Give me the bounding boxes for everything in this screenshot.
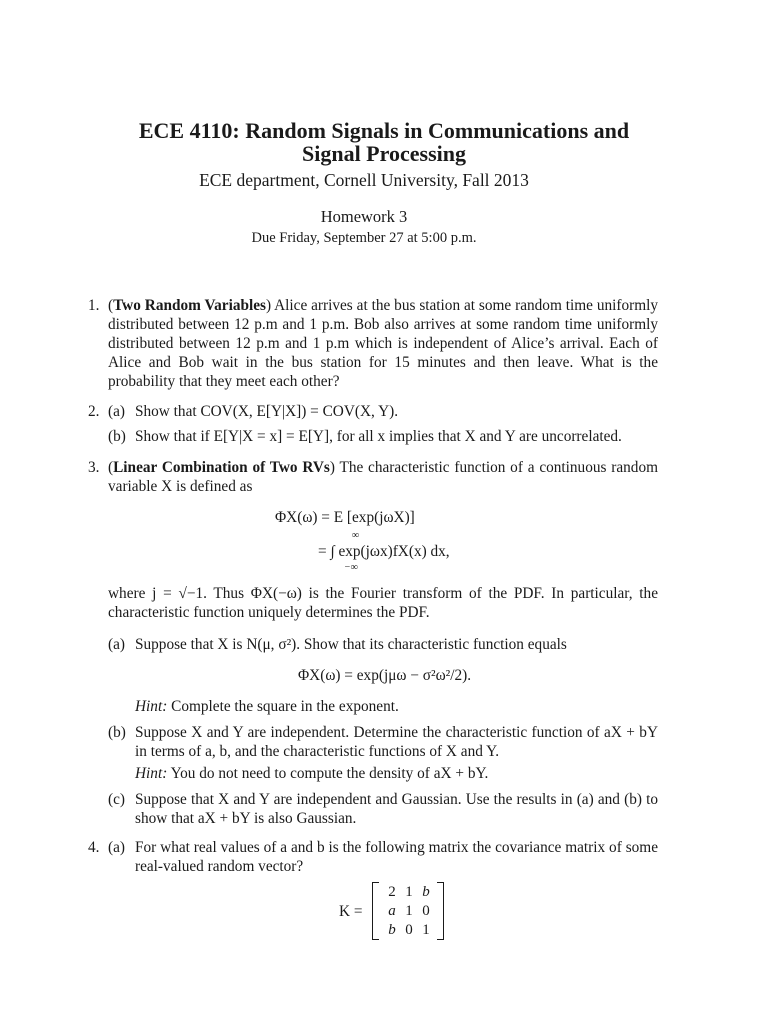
matrix-cell: a (388, 903, 396, 919)
page-title (60, 119, 708, 165)
part-label: (a) (108, 636, 125, 653)
problem-number: 3. (88, 459, 100, 476)
part-label: (b) (108, 724, 126, 741)
problem-3-intro-body: The characteristic function of a continuous random variable X is defined as (108, 459, 658, 495)
matrix-right-bracket (437, 882, 444, 940)
problem-number: 2. (88, 403, 100, 420)
problem-2a-text: Show that COV(X, E[Y|X]) = COV(X, Y). (135, 403, 399, 420)
matrix-row (384, 902, 434, 921)
problem-3b-hint (135, 764, 488, 783)
problem-3-heading: Linear Combination of Two RVs (113, 459, 330, 476)
problem-3a-equation: ΦX(ω) = exp(jμω − σ²ω²/2). (298, 667, 472, 684)
problem-1-heading: Two Random Variables (113, 297, 266, 314)
problem-3a-hint (135, 697, 399, 716)
hint-text: Complete the square in the exponent. (171, 698, 399, 715)
problem-1-body: Alice arrives at the bus station at some random time uniformly distributed between 12 p.m and 1 p.m. Bob also arrives at some random time uniformly distributed between 12 p.m and 1 p.m which is independent of Alice’s arrival. Each of Alice and Bob wait in the bus station for 15 minutes and then leave. What is the probability that they meet each other? (108, 297, 658, 390)
part-label: (a) (108, 839, 125, 856)
problem-1-text: (Two Random Variables) Alice arrives at the bus station at some random time uniformly distributed between 12 p.m and 1 p.m. Bob also arrives at some random time uniformly distributed between 12 p.m and 1 p.m which is independent of Alice’s arrival. Each of Alice and Bob wait in the bus station for 15 minutes and then leave. What is the probability that they meet each other? (108, 297, 658, 390)
problem-2b-text: Show that if E[Y|X = x] = E[Y], for all x implies that X and Y are uncorrelated. (135, 428, 622, 445)
matrix-cell: 2 (388, 884, 396, 900)
matrix-left-bracket (372, 882, 379, 940)
title-line-2: Signal Processing (301, 141, 466, 166)
integral-lower-limit: −∞ (344, 562, 358, 573)
due-date: Due Friday, September 27 at 5:00 p.m. (251, 230, 477, 246)
part-label: (b) (108, 428, 126, 445)
matrix-cell: 1 (422, 922, 430, 938)
equation-line-2: = ∫ exp(jωx)fX(x) dx, (318, 543, 450, 560)
problem-3-after: where j = √−1. Thus ΦX(−ω) is the Fourier transform of the PDF. In particular, the characteristic function uniquely determines the PDF. (108, 585, 658, 621)
integral-upper-limit: ∞ (352, 530, 360, 541)
part-label: (c) (108, 791, 125, 808)
matrix-cell: b (422, 884, 430, 900)
matrix-row (384, 883, 434, 902)
equation-line-1: ΦX(ω) = E [exp(jωX)] (275, 509, 415, 526)
part-label: (a) (108, 403, 125, 420)
matrix-cell: 0 (422, 903, 430, 919)
matrix-label: K = (339, 903, 363, 920)
problem-3b-text: Suppose X and Y are independent. Determine the characteristic function of aX + bY in terms of a, b, and the characteristic functions of X and Y. (135, 724, 658, 760)
homework-title: Homework 3 (320, 207, 408, 226)
matrix-cell: 0 (405, 922, 413, 938)
matrix-cell: b (388, 922, 396, 938)
problem-number: 1. (88, 297, 100, 314)
problem-3c-text: Suppose that X and Y are independent and Gaussian. Use the results in (a) and (b) to show that aX + bY is also Gaussian. (135, 791, 658, 827)
matrix-row (384, 921, 434, 940)
problem-4a-text: For what real values of a and b is the following matrix the covariance matrix of some real-valued random vector? (135, 839, 658, 875)
title-line-1: ECE 4110: Random Signals in Communications and (138, 118, 630, 143)
hint-text: You do not need to compute the density of aX + bY. (170, 765, 489, 782)
matrix-cell: 1 (405, 884, 413, 900)
department-subtitle: ECE department, Cornell University, Fall 2013 (199, 170, 529, 190)
problem-3a-text: Suppose that X is N(μ, σ²). Show that its characteristic function equals (135, 636, 567, 653)
hint-label: Hint: (135, 765, 168, 782)
hint-label: Hint: (135, 698, 168, 715)
matrix-cell: 1 (405, 903, 413, 919)
problem-number: 4. (88, 839, 100, 856)
covariance-matrix (372, 882, 444, 940)
problem-3-intro: (Linear Combination of Two RVs) The characteristic function of a continuous random variable X is defined as (108, 459, 658, 495)
